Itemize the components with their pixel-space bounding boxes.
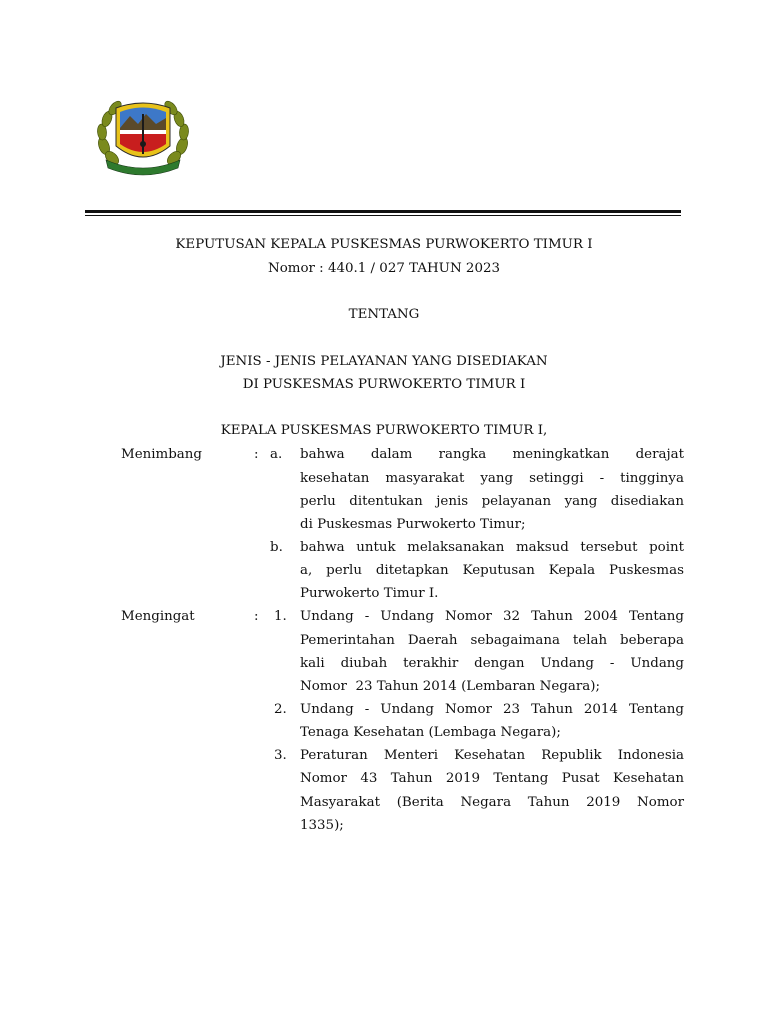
clause-line: Undang - Undang Nomor 23 Tahun 2014 Tentang xyxy=(300,702,684,717)
clause-line: Undang - Undang Nomor 32 Tahun 2004 Tentang xyxy=(300,609,684,624)
list-marker: b. xyxy=(270,540,283,555)
list-marker: 3. xyxy=(274,748,287,763)
clause-line: Masyarakat (Berita Negara Tahun 2019 Nomor xyxy=(300,795,684,810)
header-rule-thick xyxy=(85,210,681,213)
decree-number: Nomor : 440.1 / 027 TAHUN 2023 xyxy=(267,261,501,276)
header-rule-thin xyxy=(85,215,681,216)
regency-emblem-logo xyxy=(94,94,192,176)
clause-line: 1335); xyxy=(300,818,344,833)
mengingat-label: Mengingat xyxy=(121,609,195,624)
menimbang-colon: : xyxy=(254,447,259,462)
subject-line-1: JENIS - JENIS PELAYANAN YANG DISEDIAKAN xyxy=(220,354,548,369)
clause-line: di Puskesmas Purwokerto Timur; xyxy=(300,517,526,532)
clause-line: bahwa untuk melaksanakan maksud tersebut point xyxy=(300,540,684,555)
clause-line: Peraturan Menteri Kesehatan Republik Indonesia xyxy=(300,748,684,763)
clause-line: Purwokerto Timur I. xyxy=(300,586,439,601)
decree-title: KEPUTUSAN KEPALA PUSKESMAS PURWOKERTO TIMUR I xyxy=(175,237,593,252)
clause-line: Nomor 23 Tahun 2014 (Lembaran Negara); xyxy=(300,679,600,694)
clause-line: kesehatan masyarakat yang setinggi - tingginya xyxy=(300,471,684,486)
list-marker: a. xyxy=(270,447,283,462)
clause-line: Pemerintahan Daerah sebagaimana telah beberapa xyxy=(300,633,684,648)
clause-line: Nomor 43 Tahun 2019 Tentang Pusat Kesehatan xyxy=(300,771,684,786)
issuer-line: KEPALA PUSKESMAS PURWOKERTO TIMUR I, xyxy=(220,423,548,438)
clause-line: kali diubah terakhir dengan Undang - Undang xyxy=(300,656,684,671)
clause-line: a, perlu ditetapkan Keputusan Kepala Puskesmas xyxy=(300,563,684,578)
subject-line-2: DI PUSKESMAS PURWOKERTO TIMUR I xyxy=(242,377,526,392)
clause-line: perlu ditentukan jenis pelayanan yang disediakan xyxy=(300,494,684,509)
mengingat-colon: : xyxy=(254,609,259,624)
clause-line: bahwa dalam rangka meningkatkan derajat xyxy=(300,447,684,462)
list-marker: 2. xyxy=(274,702,287,717)
tentang-heading: TENTANG xyxy=(348,307,420,322)
menimbang-label: Menimbang xyxy=(121,447,202,462)
clause-line: Tenaga Kesehatan (Lembaga Negara); xyxy=(300,725,561,740)
list-marker: 1. xyxy=(274,609,287,624)
